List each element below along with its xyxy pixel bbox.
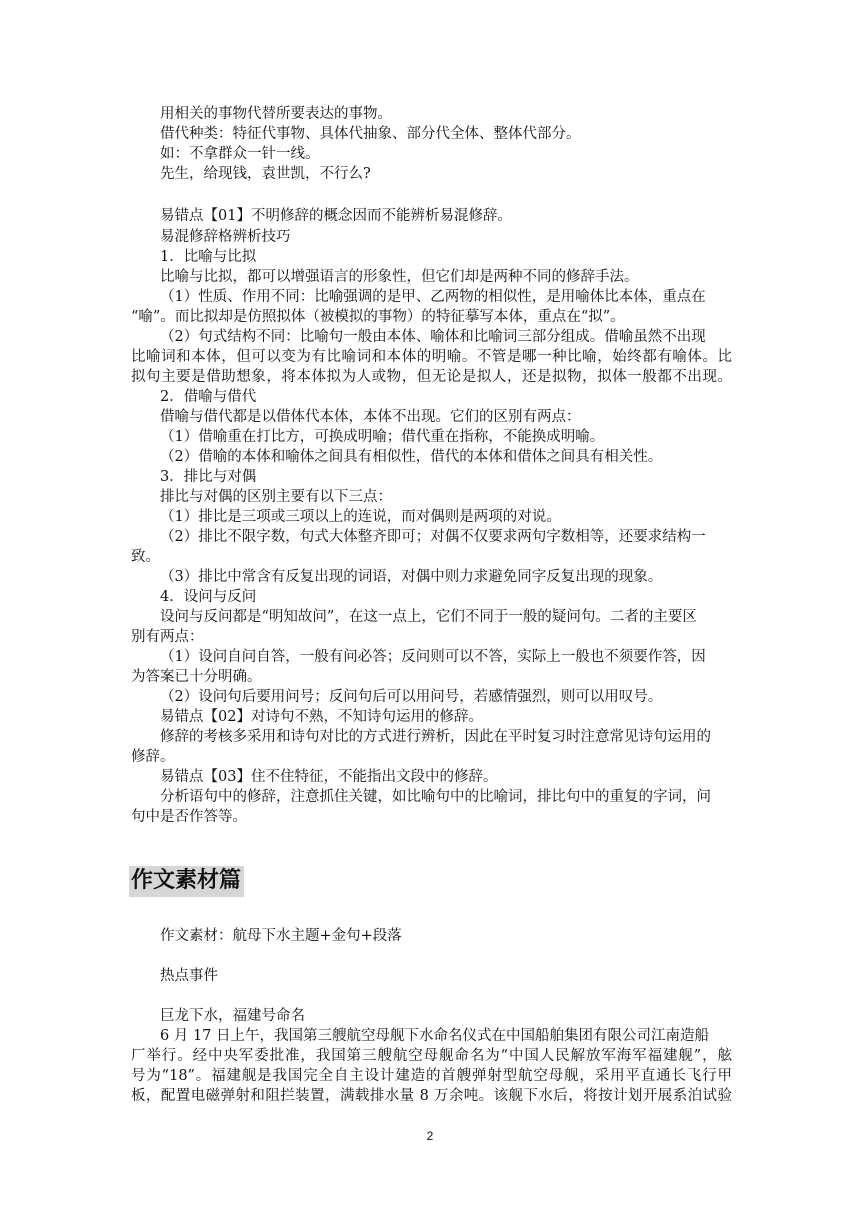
paragraph-line: （3）排比中常含有反复出现的词语，对偶中则力求避免同字反复出现的现象。	[160, 569, 663, 585]
paragraph-line: 用相关的事物代替所要表达的事物。	[160, 106, 392, 122]
paragraph-line: 修辞。	[131, 749, 175, 765]
paragraph-line: 号为“18”。福建舰是我国完全自主设计建造的首艘弹射型航空母舰，采用平直通长飞行甲	[131, 1068, 732, 1084]
paragraph-line: 为答案已十分明确。	[131, 669, 262, 685]
error-point-heading: 易错点【02】对诗句不熟，不知诗句运用的修辞。	[160, 709, 483, 725]
paragraph-line: 热点事件	[160, 968, 218, 984]
paragraph-line: 拟句主要是借助想象，将本体拟为人或物，但无论是拟人，还是拟物，拟体一般都不出现。	[131, 369, 732, 385]
paragraph-line: 比喻与比拟，都可以增强语言的形象性，但它们却是两种不同的修辞手法。	[160, 269, 639, 285]
paragraph-line: （2）排比不限字数，句式大体整齐即可；对偶不仅要求两句字数相等，还要求结构一	[160, 529, 706, 545]
paragraph-line: （1）排比是三项或三项以上的连说，而对偶则是两项的对说。	[160, 509, 561, 525]
paragraph-line: 分析语句中的修辞，注意抓住关键，如比喻句中的比喻词，排比句中的重复的字词，问	[160, 789, 711, 805]
paragraph-line: 句中是否作答等。	[131, 809, 247, 825]
paragraph-line: 致。	[131, 549, 160, 565]
paragraph-line: 借喻与借代都是以借体代本体，本体不出现。它们的区别有两点：	[160, 409, 581, 425]
paragraph-line: （2）借喻的本体和喻体之间具有相似性，借代的本体和借体之间具有相关性。	[160, 449, 663, 465]
paragraph-line: 先生，给现钱，袁世凯，不行么?	[160, 166, 371, 182]
paragraph-line: 易混修辞格辨析技巧	[160, 229, 291, 245]
section-heading: 作文素材篇	[129, 866, 244, 897]
paragraph-line: “喻”。而比拟却是仿照拟体（被模拟的事物）的特征摹写本体，重点在“拟”。	[131, 309, 625, 325]
error-point-heading: 易错点【01】不明修辞的概念因而不能辨析易混修辞。	[160, 208, 512, 224]
paragraph-line: 6 月 17 日上午，我国第三艘航空母舰下水命名仪式在中国船舶集团有限公司江南造船	[160, 1028, 710, 1044]
paragraph-line: 板，配置电磁弹射和阻拦装置，满载排水量 8 万余吨。该舰下水后，将按计划开展系泊试验	[131, 1088, 732, 1104]
subheading: 3．排比与对偶	[160, 469, 257, 485]
paragraph-line: 作文素材：航母下水主题+金句+段落	[160, 928, 402, 944]
subheading: 4．设问与反问	[160, 589, 257, 605]
subheading: 2．借喻与借代	[160, 389, 257, 405]
paragraph-line: （2）设问句后要用问号；反问句后可以用问号，若感情强烈，则可以用叹号。	[160, 689, 663, 705]
paragraph-line: （1）借喻重在打比方，可换成明喻；借代重在指称，不能换成明喻。	[160, 429, 605, 445]
paragraph-line: （1）设问自问自答，一般有问必答；反问则可以不答，实际上一般也不须要作答，因	[160, 649, 706, 665]
page-number: 2	[426, 1129, 434, 1143]
paragraph-line: （1）性质、作用不同：比喻强调的是甲、乙两物的相似性，是用喻体比本体，重点在	[160, 289, 706, 305]
paragraph-line: 比喻词和本体，但可以变为有比喻词和本体的明喻。不管是哪一种比喻，始终都有喻体。比	[131, 349, 732, 365]
paragraph-line: 如：不拿群众一针一线。	[160, 146, 320, 162]
paragraph-line: 设问与反问都是“明知故问”，在这一点上，它们不同于一般的疑问句。二者的主要区	[160, 609, 697, 625]
error-point-heading: 易错点【03】住不住特征，不能指出文段中的修辞。	[160, 769, 498, 785]
paragraph-line: （2）句式结构不同：比喻句一般由本体、喻体和比喻词三部分组成。借喻虽然不出现	[160, 329, 706, 345]
paragraph-line: 巨龙下水，福建号命名	[160, 1008, 305, 1024]
subheading: 1．比喻与比拟	[160, 249, 257, 265]
paragraph-line: 排比与对偶的区别主要有以下三点：	[160, 489, 392, 505]
paragraph-line: 厂举行。经中央军委批准，我国第三艘航空母舰命名为“中国人民解放军海军福建舰”，舷	[131, 1048, 732, 1064]
paragraph-line: 借代种类：特征代事物、具体代抽象、部分代全体、整体代部分。	[160, 126, 581, 142]
paragraph-line: 修辞的考核多采用和诗句对比的方式进行辨析，因此在平时复习时注意常见诗句运用的	[160, 729, 711, 745]
paragraph-line: 别有两点：	[131, 629, 204, 645]
